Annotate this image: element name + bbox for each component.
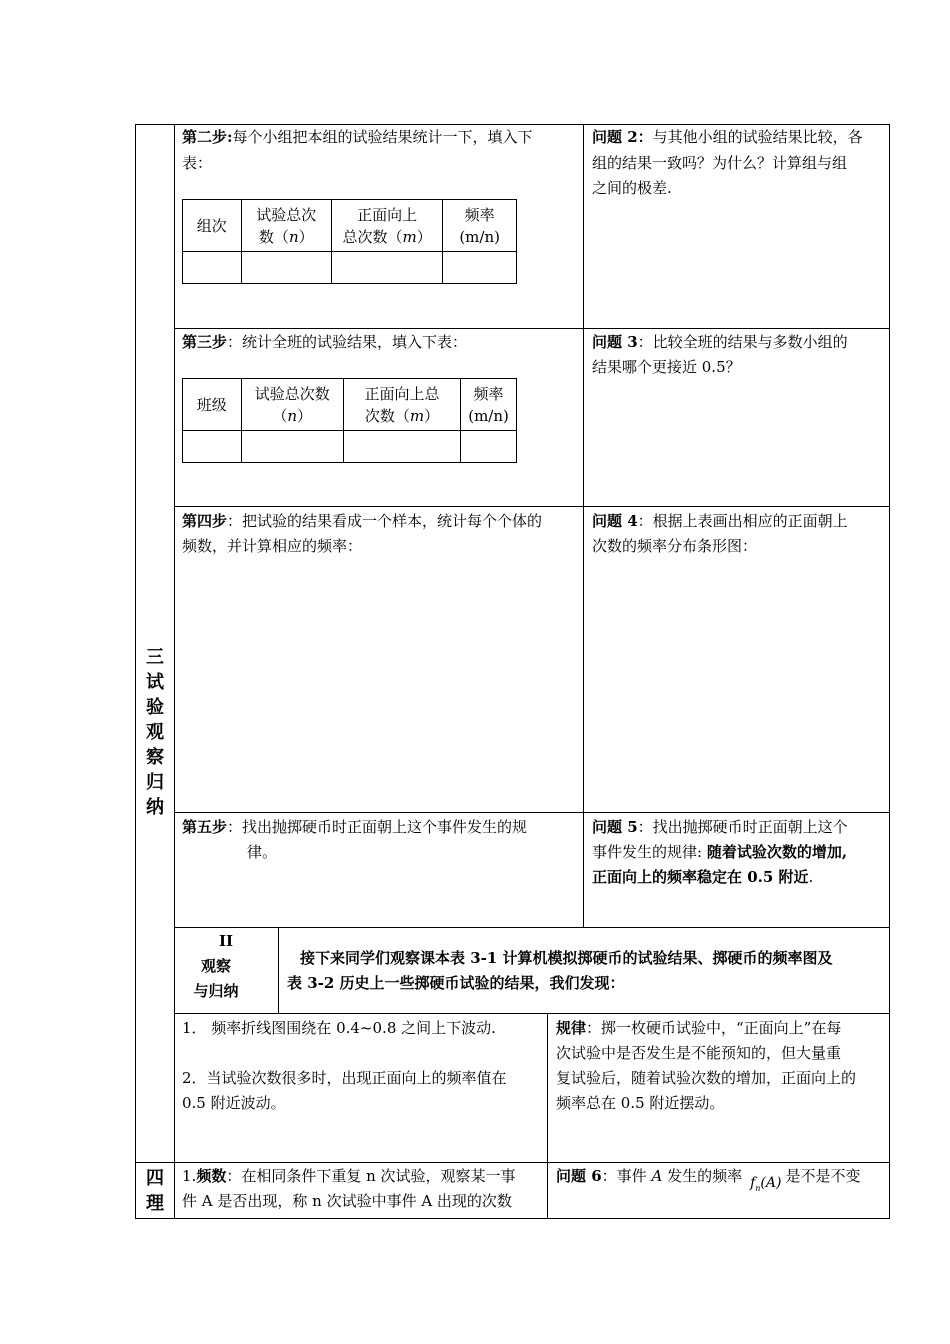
section4-label-char: 四 xyxy=(146,1168,164,1189)
rule-line3: 复试验后，随着试验次数的增加，正面向上的 xyxy=(556,1069,857,1087)
grid-mid-upper xyxy=(583,124,584,927)
q2-line3: 之间的极差. xyxy=(592,179,672,197)
grid-row3 xyxy=(174,506,890,507)
grid-row4 xyxy=(174,812,890,813)
step3-title: 第三步 xyxy=(182,333,228,351)
rule-line1: 规律：掷一枚硬币试验中，“正面向上”在每 xyxy=(556,1019,842,1037)
section3-label-char: 观 xyxy=(146,722,164,743)
q6-title: 问题 6 xyxy=(556,1167,602,1185)
q4-line1: 问题 4：根据上表画出相应的正面朝上 xyxy=(592,512,848,530)
step2-header-trials: 试验总次 数（n） xyxy=(241,200,331,252)
section3-label-char: 纳 xyxy=(146,797,164,818)
q2-title: 问题 2： xyxy=(592,128,653,146)
section3-label-char: 验 xyxy=(146,697,164,718)
grid-observe-label xyxy=(278,927,279,1013)
rule-line2: 次试验中是否发生是不能预知的，但大量重 xyxy=(556,1044,842,1062)
step2-title: 第二步: xyxy=(182,128,233,146)
frequency-definition-line1: 1.频数：在相同条件下重复 n 次试验，观察某一事 xyxy=(182,1167,516,1185)
q4-title: 问题 4 xyxy=(592,512,638,530)
step3-header-trials: 试验总次数 （n） xyxy=(241,379,343,431)
step3-cell-trials[interactable] xyxy=(241,431,343,463)
findings-item2-line1: 2．当试验次数很多时，出现正面向上的频率值在 xyxy=(182,1069,507,1087)
step3-line: 第三步：统计全班的试验结果，填入下表： xyxy=(182,333,468,351)
step2-cell-heads[interactable] xyxy=(332,252,443,284)
step2-cell-freq[interactable] xyxy=(443,252,517,284)
findings-item2-line2: 0.5 附近波动。 xyxy=(182,1094,286,1112)
step2-line2: 表： xyxy=(182,154,213,172)
q6-line: 问题 6：事件 A 发生的频率 $f_n(A)$ 是不是不变 xyxy=(556,1164,860,1195)
section3-label-char: 试 xyxy=(146,672,164,693)
step2-header-group: 组次 xyxy=(183,200,242,252)
step3-header-freq: 频率 (m/n) xyxy=(461,379,517,431)
step3-table xyxy=(182,378,517,463)
grid-right xyxy=(889,124,890,1219)
step4-line2: 频数，并计算相应的频率： xyxy=(182,537,363,555)
step5-title: 第五步 xyxy=(182,818,228,836)
section3-label-char: 三 xyxy=(146,647,164,668)
step2-cell-trials[interactable] xyxy=(241,252,331,284)
step3-cell-freq[interactable] xyxy=(461,431,517,463)
step2-header-heads: 正面向上 总次数（m） xyxy=(332,200,443,252)
step5-line1: 第五步：找出抛掷硬币时正面朝上这个事件发生的规 xyxy=(182,818,528,836)
frequency-formula: $f_n(A)$ xyxy=(750,1175,782,1193)
grid-row5 xyxy=(174,927,890,928)
grid-bottom xyxy=(135,1218,890,1219)
grid-row6 xyxy=(174,1013,890,1014)
frequency-definition-title: 频数 xyxy=(196,1167,227,1185)
step2-table xyxy=(182,199,517,284)
frequency-definition-line2: 件 A 是否出现，称 n 次试验中事件 A 出现的次数 xyxy=(182,1192,512,1210)
step3-header-class: 班级 xyxy=(183,379,242,431)
section4-label-char: 理 xyxy=(146,1193,164,1214)
q2-line2: 组的结果一致吗？为什么？计算组与组 xyxy=(592,154,848,172)
step4-line1: 第四步：把试验的结果看成一个样本，统计每个个体的 xyxy=(182,512,543,530)
q5-line1: 问题 5：找出抛掷硬币时正面朝上这个 xyxy=(592,818,848,836)
step2-text: 每个小组把本组的试验结果统计一下，填入下 xyxy=(232,128,533,146)
step3-cell-heads[interactable] xyxy=(343,431,460,463)
q3-title: 问题 3 xyxy=(592,333,638,351)
q2-line1: 问题 2：与其他小组的试验结果比较，各 xyxy=(592,128,863,146)
q5-line2: 事件发生的规律: 随着试验次数的增加, xyxy=(592,843,848,861)
step5-line2: 律。 xyxy=(247,843,278,861)
step4-title: 第四步 xyxy=(182,512,228,530)
step2-line1 xyxy=(182,125,533,149)
q3-line2: 结果哪个更接近 0.5？ xyxy=(592,358,741,376)
findings-item1: 1． 频率折线图围绕在 0.4~0.8 之间上下波动. xyxy=(182,1019,496,1037)
step3-header-heads: 正面向上总 次数（m） xyxy=(343,379,460,431)
rule-title: 规律 xyxy=(556,1019,587,1037)
section3-label-char: 察 xyxy=(146,747,164,768)
rule-line4: 频率总在 0.5 附近摆动。 xyxy=(556,1094,725,1112)
step2-cell-group[interactable] xyxy=(183,252,242,284)
grid-mid-lower xyxy=(547,1013,548,1219)
q5-title: 问题 5 xyxy=(592,818,638,836)
q3-line1: 问题 3：比较全班的结果与多数小组的 xyxy=(592,333,848,351)
observe-label-1: II xyxy=(218,932,234,950)
grid-row2 xyxy=(174,328,890,329)
observe-label-2: 观察 xyxy=(200,957,231,975)
section3-label-char: 归 xyxy=(146,772,164,793)
observe-line2: 表 3-2 历史上一些掷硬币试验的结果，我们发现： xyxy=(287,974,625,992)
observe-label-3: 与归纳 xyxy=(193,982,239,1000)
step3-cell-class[interactable] xyxy=(183,431,242,463)
step2-header-freq: 频率 (m/n) xyxy=(443,200,517,252)
q4-line2: 次数的频率分布条形图： xyxy=(592,537,758,555)
q5-line3: 正面向上的频率稳定在 0.5 附近. xyxy=(592,868,814,886)
grid-section4 xyxy=(135,1162,890,1163)
observe-line1: 接下来同学们观察课本表 3-1 计算机模拟掷硬币的试验结果、掷硬币的频率图及 xyxy=(300,949,833,967)
